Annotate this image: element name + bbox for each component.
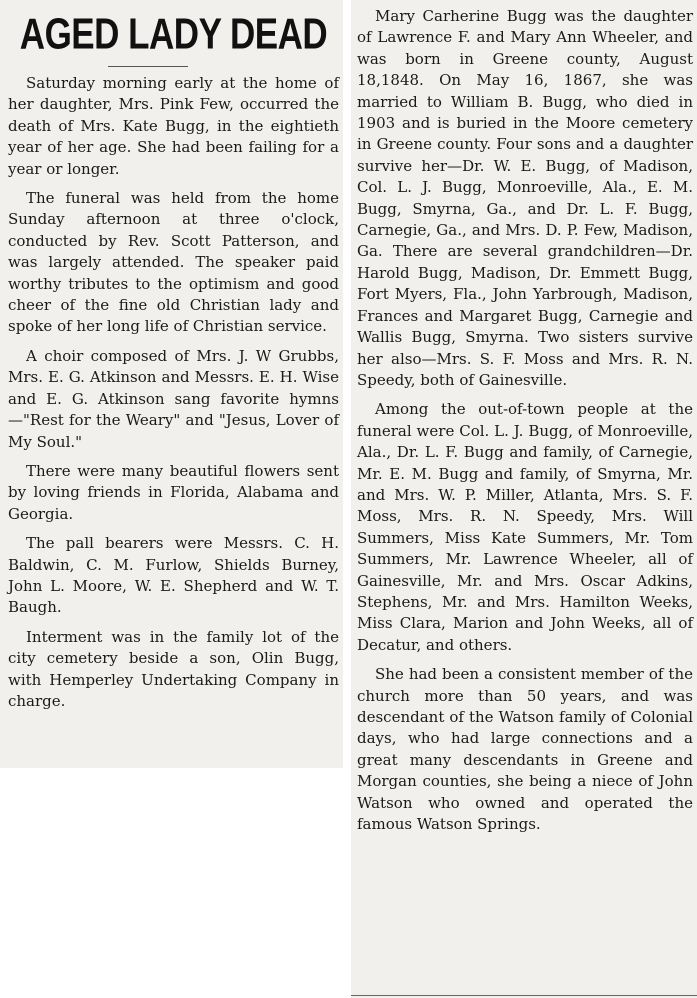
paragraph: Among the out-of-town people at the funeral were Col. L. J. Bugg, of Monroeville, Ala., Dr. L. F. Bugg and family, of Carnegie, Mr. E. M. Bugg and family, of Smyrna, Mr. and Mrs. W. P. Miller, Atlanta, Mrs. S. F. Moss, Mrs. R. N. Speedy, Mrs. Will Summers, Miss Kate Summers, Mr. Tom Summers, Mr. Lawrence Wheeler, all of Gainesville, Mr. and Mrs. Oscar Adkins, Stephens, Mr. and Mrs. Hamilton Weeks, Miss Clara, Marion and John Weeks, all of Decatur, and others.: [357, 400, 693, 654]
headline: AGED LADY DEAD: [19, 9, 328, 59]
paragraph: The funeral was held from the home Sunday afternoon at three o'clock, conducted by Rev. Scott Patterson, and was largely attended. The speaker paid worthy tributes to the optimism and good cheer of the fine old Christian lady and spoke of her long life of Christian service.: [8, 189, 339, 336]
paragraph: There were many beautiful flowers sent by loving friends in Florida, Alabama and Georgia.: [8, 461, 339, 523]
paragraph: She had been a consistent member of the church more than 50 years, and was descendant of the Watson family of Colonial days, who had large connections and a great many descendants in Greene and Morgan counties, she being a niece of John Watson who owned and operated the famous Watson Springs.: [357, 665, 693, 834]
headline-rule: [108, 66, 188, 67]
bottom-rule: [351, 995, 697, 996]
paragraph: Mary Carherine Bugg was the daughter of Lawrence F. and Mary Ann Wheeler, and was born in Greene county, August 18,1848. On May 16, 1867, she was married to William B. Bugg, who died in 1903 and is buried in the Moore cemetery in Greene county. Four sons and a daughter survive her—Dr. W. E. Bugg, of Madison, Col. L. J. Bugg, Monroeville, Ala., E. M. Bugg, Smyrna, Ga., and Dr. L. F. Bugg, Carnegie, Ga., and Mrs. D. P. Few, Madison, Ga. There are several grandchildren—Dr. Harold Bugg, Madison, Dr. Emmett Bugg, Fort Myers, Fla., John Yarbrough, Madison, Frances and Margaret Bugg, Carnegie and Wallis Bugg, Smyrna. Two sisters survive her also—Mrs. S. F. Moss and Mrs. R. N. Speedy, both of Gainesville.: [357, 7, 693, 389]
paragraph: Interment was in the family lot of the city cemetery beside a son, Olin Bugg, with Hemperley Undertaking Company in charge.: [8, 627, 339, 710]
right-column: [351, 0, 697, 998]
paragraph: A choir composed of Mrs. J. W Grubbs, Mrs. E. G. Atkinson and Messrs. E. H. Wise and E. G. Atkinson sang favorite hymns—"Rest for the Weary" and "Jesus, Lover of My Soul.": [8, 346, 339, 451]
left-column: [0, 0, 343, 768]
paragraph: Saturday morning early at the home of her daughter, Mrs. Pink Few, occurred the death of Mrs. Kate Bugg, in the eightieth year of her age. She had been failing for a year or longer.: [8, 74, 339, 178]
paragraph: The pall bearers were Messrs. C. H. Baldwin, C. M. Furlow, Shields Burney, John L. Moore, W. E. Shepherd and W. T. Baugh.: [8, 534, 339, 617]
